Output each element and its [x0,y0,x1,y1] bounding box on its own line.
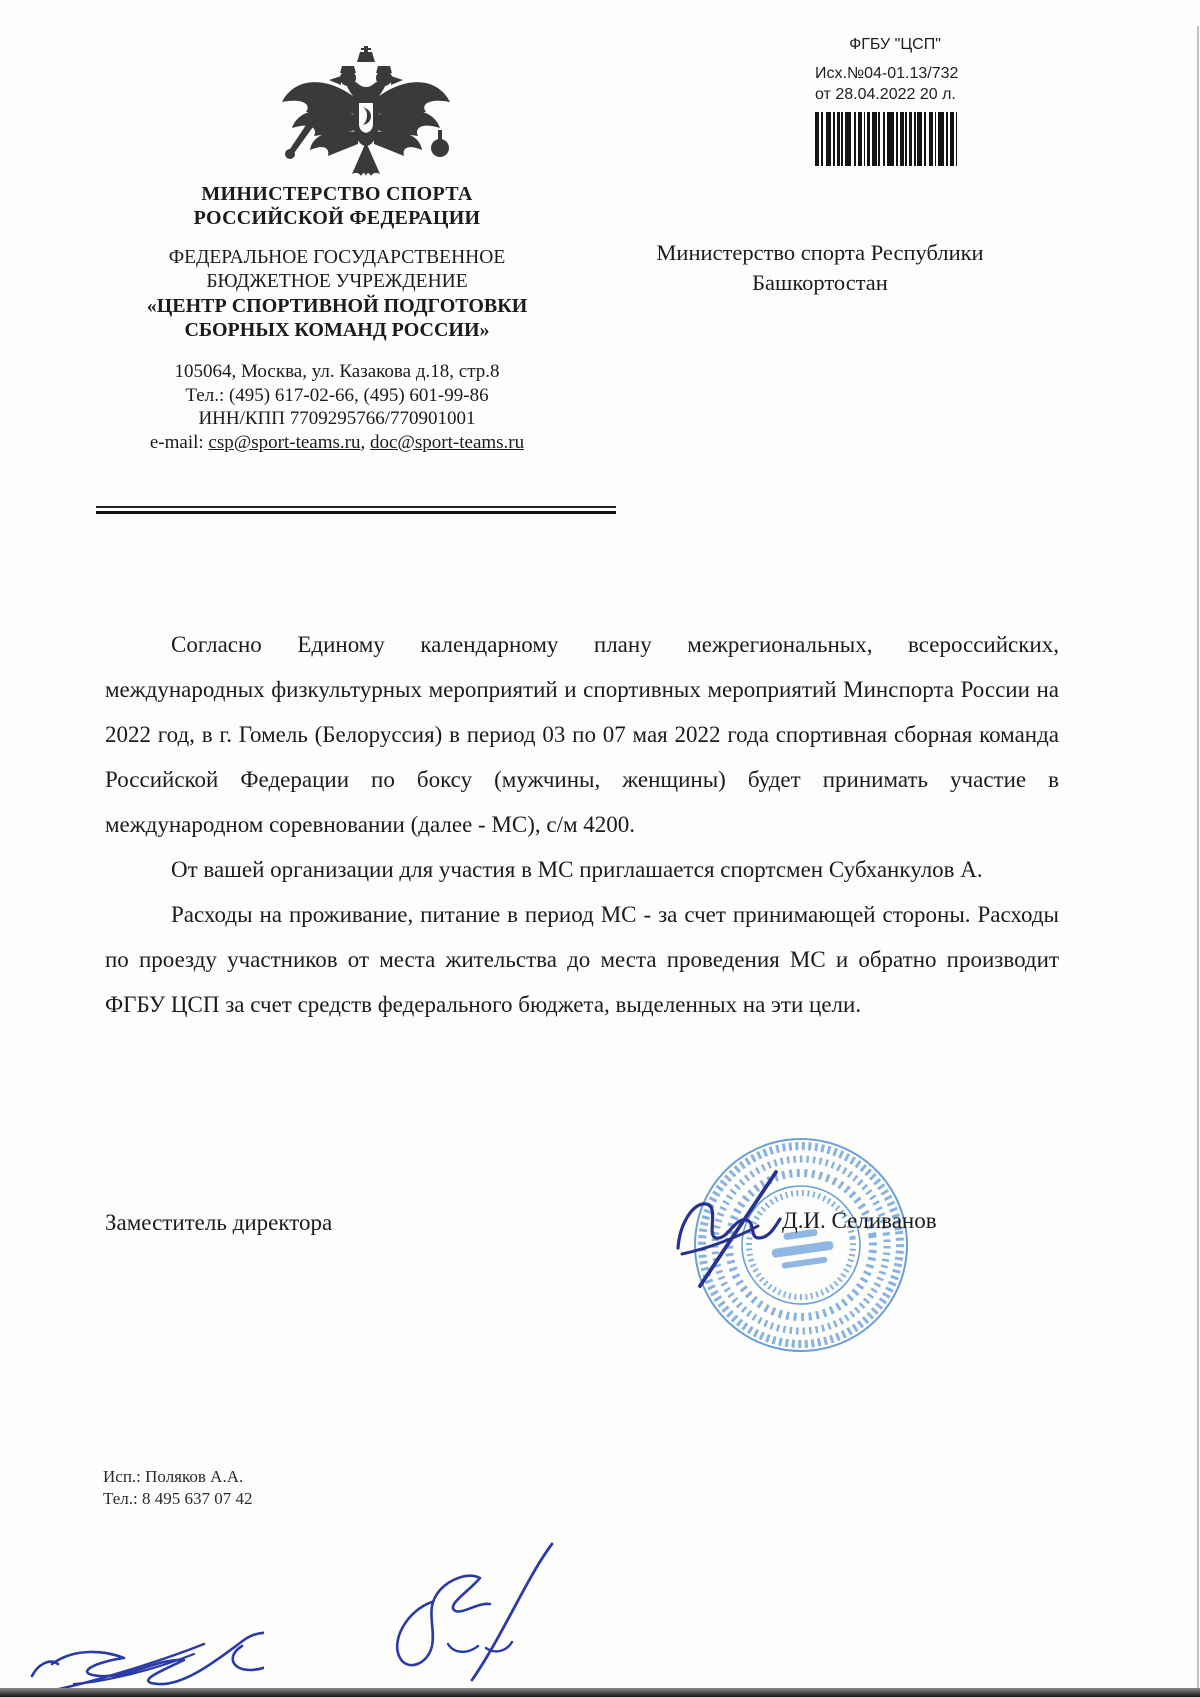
email-separator: , [360,431,370,453]
letterhead-block [98,182,576,454]
ministry-line-1: МИНИСТЕРСТВО СПОРТА [201,183,473,205]
email-line [98,431,576,455]
registration-outgoing-number: Исх.№04-01.13/732 [815,65,959,82]
ministry-name [98,182,576,230]
phone-numbers: Тел.: (495) 617-02-66, (495) 601-99-86 [185,384,489,406]
scan-edge-bottom [0,1688,1200,1697]
signer-name: Д.И. Селиванов [782,1208,937,1233]
body-paragraph-1: Согласно Единому календарному плану межрегиональных, всероссийских, международных физкультурных мероприятий и спортивных мероприятий Минспорта России на 2022 год, в г. Гомель (Белоруссия) в период 03 по 07 мая 2022 года спортивная сборная команда Российской Федерации по боксу (мужчины, женщины) будет принимать участие в международном соревновании (далее - МС), с/м 4200. [105,632,1059,837]
letter-body [105,622,1059,1027]
body-paragraph-3: Расходы на проживание, питание в период МС - за счет принимающей стороны. Расходы по проезду участников от места жительства до места проведения МС и обратно производит ФГБУ ЦСП за счет средств федерального бюджета, выделенных на эти цели. [105,902,1059,1017]
postal-address: 105064, Москва, ул. Казакова д.18, стр.8 [174,361,500,382]
org-line-1: ФЕДЕРАЛЬНОЕ ГОСУДАРСТВЕННОЕ [168,247,506,268]
signer-title: Заместитель директора [105,1210,333,1235]
bottom-left-signature-handwriting [14,1572,264,1697]
scan-edge-right [1197,26,1199,1688]
email-address-2: doc@sport-teams.ru [369,431,525,453]
registration-stamp-block [815,34,975,166]
organization-name [98,246,576,342]
email-address-1: csp@sport-teams.ru [208,431,361,453]
executor-name: Исп.: Поляков А.А. [103,1467,244,1486]
recipient-address: Министерство спорта Республики Башкортостан [656,240,984,295]
letterhead-divider-rule [96,506,616,514]
org-line-2: БЮДЖЕТНОЕ УЧРЕЖДЕНИЕ [206,271,468,292]
org-line-3: «ЦЕНТР СПОРТИВНОЙ ПОДГОТОВКИ [146,295,528,317]
contacts-block [98,360,576,454]
double-headed-eagle-emblem-icon [268,44,464,186]
bottom-center-signature-handwriting [352,1532,562,1687]
ministry-line-2: РОССИЙСКОЙ ФЕДЕРАЦИИ [193,207,481,229]
barcode-icon [815,112,957,166]
registration-org: ФГБУ "ЦСП" [849,36,941,53]
body-paragraph-2: От вашей организации для участия в МС приглашается спортсмен Субханкулов А. [171,857,983,882]
inn-kpp: ИНН/КПП 7709295766/770901001 [198,408,476,429]
registration-date: от 28.04.2022 20 л. [815,86,956,103]
executor-phone: Тел.: 8 495 637 07 42 [103,1489,253,1508]
org-line-4: СБОРНЫХ КОМАНД РОССИИ» [184,319,490,341]
email-label: e-mail: [149,431,209,453]
executor-block [103,1466,253,1510]
